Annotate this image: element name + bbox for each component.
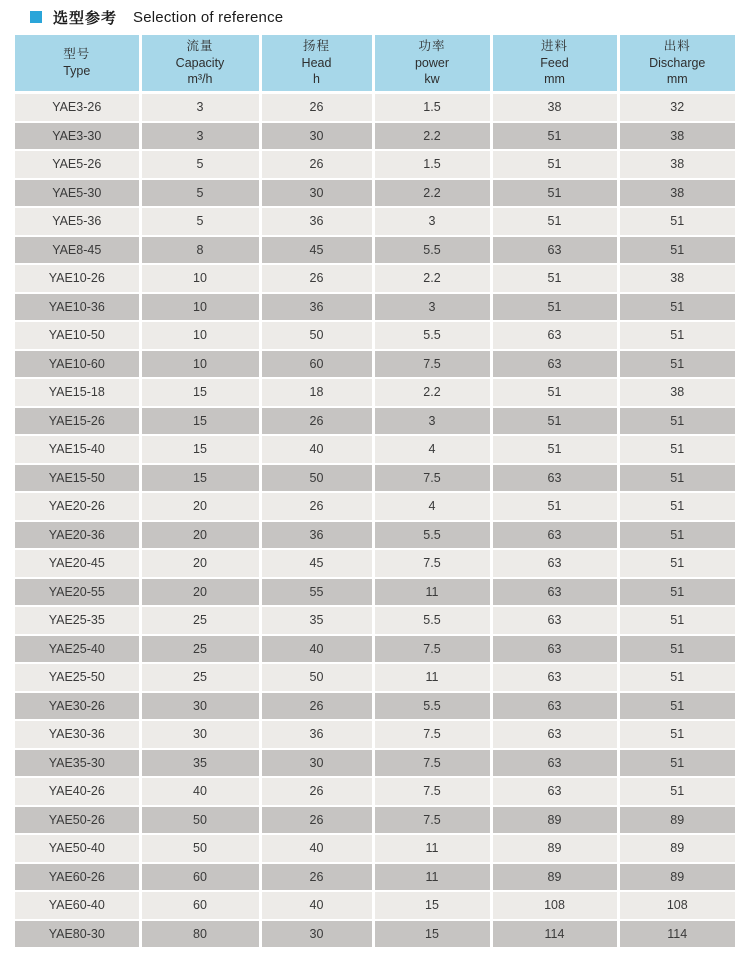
value-cell: 51 [618,321,735,350]
column-header-power [373,35,491,93]
table-row [15,407,735,436]
value-cell: 63 [491,236,618,265]
value-cell: 10 [140,350,260,379]
header-discharge-zh: 出料 [663,38,691,53]
value-cell: 63 [491,777,618,806]
model-cell: YAE3-26 [15,93,140,122]
model-cell: YAE25-50 [15,663,140,692]
table-row [15,378,735,407]
header-feed-unit: mm [544,72,565,87]
value-cell: 7.5 [373,464,491,493]
table-row [15,321,735,350]
header-type-zh: 型号 [63,47,91,62]
value-cell: 15 [140,435,260,464]
value-cell: 63 [491,578,618,607]
value-cell: 51 [618,578,735,607]
value-cell: 11 [373,834,491,863]
header-discharge-unit: mm [666,72,688,87]
table-row [15,692,735,721]
header-capacity-unit: m³/h [187,72,213,87]
value-cell: 5.5 [373,236,491,265]
value-cell: 89 [618,834,735,863]
table-row [15,350,735,379]
value-cell: 38 [491,93,618,122]
value-cell: 36 [260,720,373,749]
table-row [15,891,735,920]
model-cell: YAE5-36 [15,207,140,236]
table-body [15,93,735,949]
value-cell: 10 [140,264,260,293]
value-cell: 89 [491,834,618,863]
value-cell: 3 [140,93,260,122]
model-cell: YAE25-35 [15,606,140,635]
value-cell: 114 [618,920,735,949]
model-cell: YAE25-40 [15,635,140,664]
model-cell: YAE20-36 [15,521,140,550]
table-row [15,606,735,635]
value-cell: 1.5 [373,93,491,122]
value-cell: 80 [140,920,260,949]
table-row [15,549,735,578]
value-cell: 89 [491,806,618,835]
table-row [15,806,735,835]
value-cell: 40 [260,435,373,464]
value-cell: 11 [373,863,491,892]
value-cell: 4 [373,435,491,464]
value-cell: 36 [260,293,373,322]
value-cell: 38 [618,378,735,407]
value-cell: 7.5 [373,777,491,806]
model-cell: YAE30-26 [15,692,140,721]
table-row [15,834,735,863]
model-cell: YAE40-26 [15,777,140,806]
model-cell: YAE20-45 [15,549,140,578]
value-cell: 50 [260,663,373,692]
model-cell: YAE60-26 [15,863,140,892]
value-cell: 20 [140,578,260,607]
value-cell: 15 [373,920,491,949]
model-cell: YAE15-50 [15,464,140,493]
value-cell: 20 [140,492,260,521]
table-row [15,236,735,265]
value-cell: 3 [373,293,491,322]
table-row [15,492,735,521]
value-cell: 51 [491,407,618,436]
value-cell: 7.5 [373,806,491,835]
value-cell: 2.2 [373,378,491,407]
value-cell: 51 [491,293,618,322]
table-row [15,863,735,892]
value-cell: 63 [491,321,618,350]
table-row [15,777,735,806]
value-cell: 45 [260,236,373,265]
value-cell: 51 [618,207,735,236]
value-cell: 51 [491,435,618,464]
value-cell: 45 [260,549,373,578]
value-cell: 51 [618,350,735,379]
value-cell: 51 [618,749,735,778]
value-cell: 7.5 [373,635,491,664]
square-bullet-icon [30,11,42,23]
value-cell: 51 [618,236,735,265]
model-cell: YAE15-40 [15,435,140,464]
value-cell: 15 [373,891,491,920]
section-title [0,0,750,35]
value-cell: 5.5 [373,692,491,721]
value-cell: 51 [491,179,618,208]
value-cell: 60 [140,863,260,892]
value-cell: 63 [491,464,618,493]
column-header-capacity [140,35,260,93]
value-cell: 63 [491,521,618,550]
value-cell: 51 [618,635,735,664]
value-cell: 38 [618,122,735,151]
value-cell: 51 [618,692,735,721]
value-cell: 5 [140,150,260,179]
model-cell: YAE10-26 [15,264,140,293]
table-row [15,521,735,550]
value-cell: 26 [260,407,373,436]
value-cell: 51 [618,464,735,493]
value-cell: 38 [618,179,735,208]
model-cell: YAE5-26 [15,150,140,179]
value-cell: 30 [140,692,260,721]
value-cell: 51 [618,293,735,322]
value-cell: 89 [618,806,735,835]
value-cell: 108 [618,891,735,920]
table-row [15,663,735,692]
model-cell: YAE80-30 [15,920,140,949]
value-cell: 15 [140,407,260,436]
model-cell: YAE5-30 [15,179,140,208]
value-cell: 15 [140,378,260,407]
value-cell: 36 [260,521,373,550]
value-cell: 38 [618,264,735,293]
value-cell: 26 [260,150,373,179]
value-cell: 50 [140,806,260,835]
value-cell: 3 [373,207,491,236]
model-cell: YAE8-45 [15,236,140,265]
value-cell: 3 [140,122,260,151]
value-cell: 50 [140,834,260,863]
model-cell: YAE30-36 [15,720,140,749]
value-cell: 11 [373,663,491,692]
value-cell: 5 [140,207,260,236]
section-title-en: Selection of reference [133,8,284,26]
value-cell: 25 [140,606,260,635]
value-cell: 63 [491,720,618,749]
value-cell: 26 [260,806,373,835]
value-cell: 2.2 [373,264,491,293]
table-row [15,264,735,293]
value-cell: 40 [260,891,373,920]
value-cell: 7.5 [373,749,491,778]
value-cell: 55 [260,578,373,607]
header-power-unit: kw [424,72,440,87]
model-cell: YAE35-30 [15,749,140,778]
model-cell: YAE10-50 [15,321,140,350]
value-cell: 51 [618,606,735,635]
value-cell: 51 [618,435,735,464]
value-cell: 10 [140,293,260,322]
value-cell: 51 [618,492,735,521]
value-cell: 89 [618,863,735,892]
column-header-head [260,35,373,93]
header-power-en: power [414,55,450,70]
table-row [15,635,735,664]
value-cell: 5.5 [373,606,491,635]
value-cell: 51 [491,122,618,151]
value-cell: 51 [618,663,735,692]
table-row [15,464,735,493]
column-header-feed [491,35,618,93]
value-cell: 30 [260,179,373,208]
model-cell: YAE3-30 [15,122,140,151]
model-cell: YAE10-36 [15,293,140,322]
value-cell: 26 [260,777,373,806]
table-row [15,93,735,122]
value-cell: 51 [618,777,735,806]
value-cell: 51 [491,492,618,521]
value-cell: 26 [260,863,373,892]
value-cell: 20 [140,521,260,550]
table-row [15,720,735,749]
header-head-en: Head [301,55,332,70]
value-cell: 63 [491,350,618,379]
value-cell: 51 [618,720,735,749]
value-cell: 11 [373,578,491,607]
table-row [15,179,735,208]
value-cell: 20 [140,549,260,578]
value-cell: 51 [491,207,618,236]
value-cell: 5.5 [373,521,491,550]
value-cell: 5.5 [373,321,491,350]
table-row [15,578,735,607]
header-head-zh: 扬程 [302,38,330,53]
value-cell: 60 [140,891,260,920]
model-cell: YAE15-26 [15,407,140,436]
value-cell: 25 [140,635,260,664]
selection-reference-table [15,35,735,949]
value-cell: 30 [260,122,373,151]
value-cell: 7.5 [373,720,491,749]
header-discharge-en: Discharge [649,55,706,70]
table-row [15,435,735,464]
value-cell: 7.5 [373,549,491,578]
model-cell: YAE15-18 [15,378,140,407]
value-cell: 4 [373,492,491,521]
value-cell: 36 [260,207,373,236]
value-cell: 35 [260,606,373,635]
value-cell: 38 [618,150,735,179]
header-power-zh: 功率 [418,38,446,53]
value-cell: 25 [140,663,260,692]
value-cell: 26 [260,93,373,122]
value-cell: 3 [373,407,491,436]
value-cell: 1.5 [373,150,491,179]
value-cell: 63 [491,549,618,578]
value-cell: 40 [140,777,260,806]
model-cell: YAE20-55 [15,578,140,607]
header-capacity-en: Capacity [175,55,225,70]
value-cell: 50 [260,464,373,493]
table-row [15,122,735,151]
value-cell: 51 [491,264,618,293]
table-row [15,749,735,778]
value-cell: 51 [618,521,735,550]
table-row [15,920,735,949]
value-cell: 89 [491,863,618,892]
value-cell: 35 [140,749,260,778]
value-cell: 63 [491,635,618,664]
value-cell: 26 [260,692,373,721]
section-title-zh: 选型参考 [53,9,118,27]
table-row [15,293,735,322]
value-cell: 26 [260,492,373,521]
column-header-type [15,35,140,93]
header-feed-en: Feed [540,55,569,70]
table-row [15,207,735,236]
value-cell: 50 [260,321,373,350]
value-cell: 30 [140,720,260,749]
value-cell: 5 [140,179,260,208]
header-type-en: Type [63,64,91,78]
value-cell: 18 [260,378,373,407]
value-cell: 114 [491,920,618,949]
value-cell: 40 [260,834,373,863]
value-cell: 51 [491,150,618,179]
header-capacity-zh: 流量 [186,38,214,53]
value-cell: 2.2 [373,179,491,208]
header-head-unit: h [313,72,320,87]
value-cell: 108 [491,891,618,920]
model-cell: YAE50-26 [15,806,140,835]
value-cell: 7.5 [373,350,491,379]
value-cell: 63 [491,663,618,692]
value-cell: 60 [260,350,373,379]
value-cell: 40 [260,635,373,664]
header-feed-zh: 进料 [540,38,568,53]
value-cell: 2.2 [373,122,491,151]
table-header [15,35,735,93]
value-cell: 26 [260,264,373,293]
value-cell: 63 [491,749,618,778]
model-cell: YAE20-26 [15,492,140,521]
value-cell: 30 [260,749,373,778]
value-cell: 51 [618,549,735,578]
value-cell: 10 [140,321,260,350]
header-row [15,35,735,93]
model-cell: YAE60-40 [15,891,140,920]
column-header-discharge [618,35,735,93]
value-cell: 30 [260,920,373,949]
value-cell: 15 [140,464,260,493]
value-cell: 51 [618,407,735,436]
model-cell: YAE10-60 [15,350,140,379]
value-cell: 51 [491,378,618,407]
value-cell: 63 [491,692,618,721]
table-row [15,150,735,179]
value-cell: 32 [618,93,735,122]
model-cell: YAE50-40 [15,834,140,863]
value-cell: 63 [491,606,618,635]
value-cell: 8 [140,236,260,265]
